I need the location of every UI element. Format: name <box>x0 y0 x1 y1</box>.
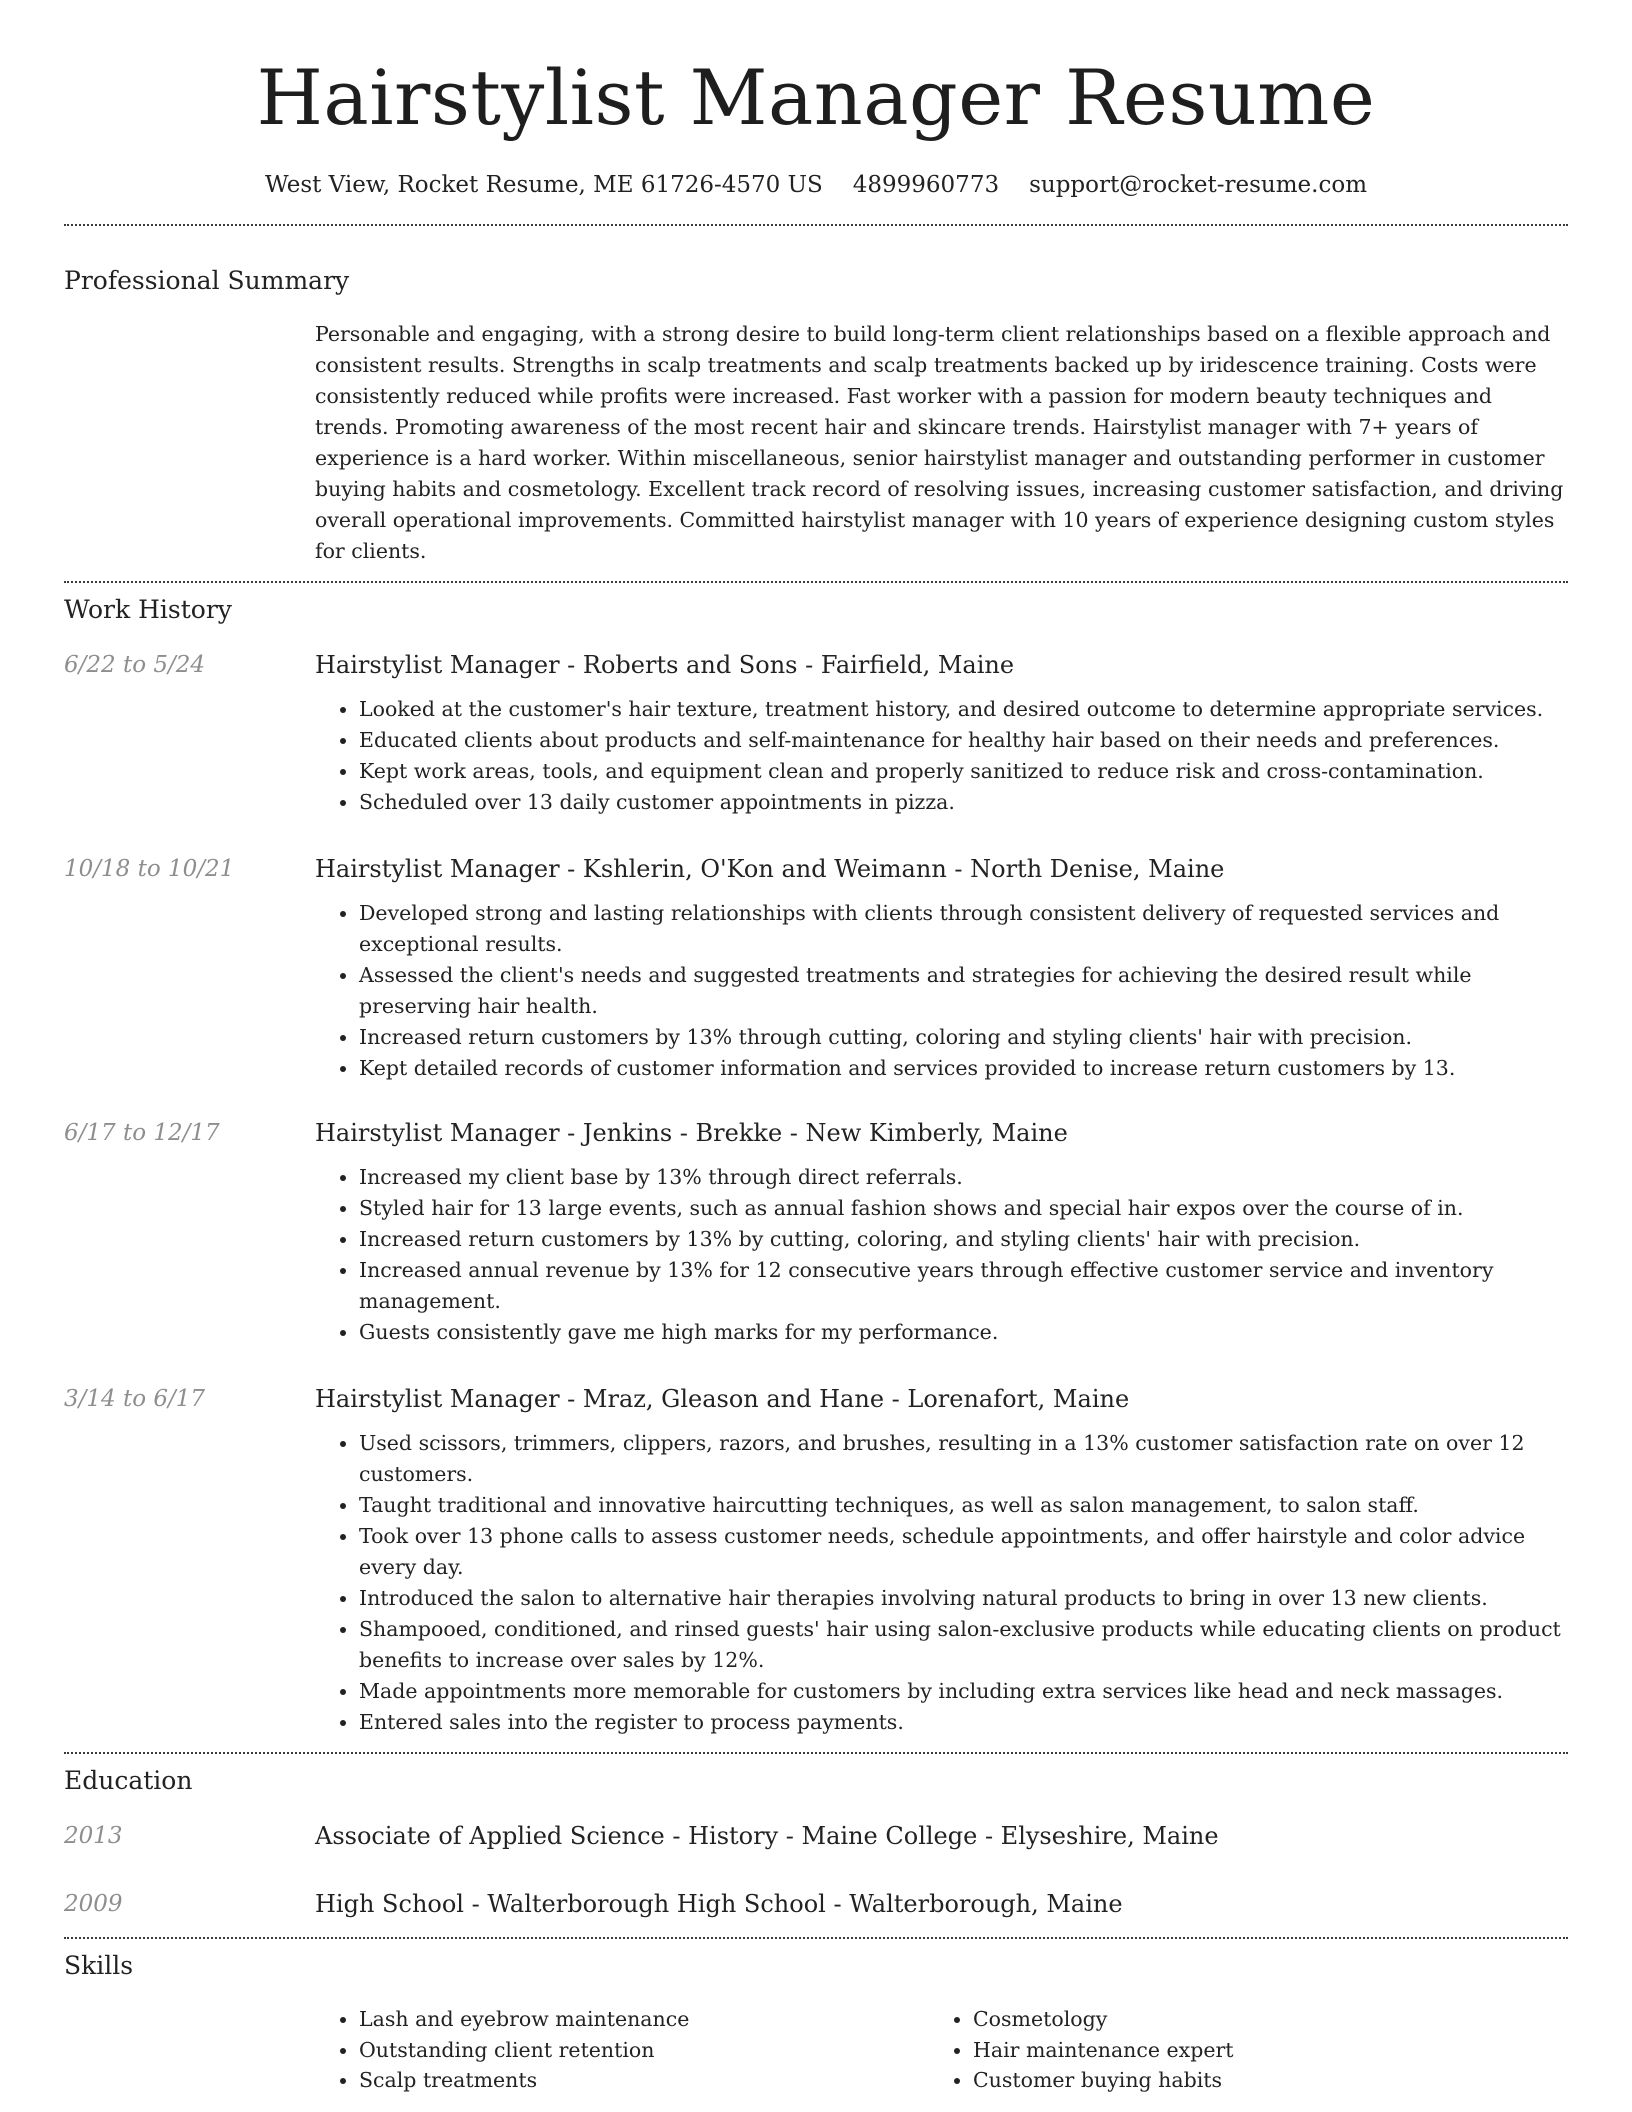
list-item: • Kept detailed records of customer information and services provided to increase return customers by 13. <box>359 1053 1568 1084</box>
list-item: • Customer buying habits <box>973 2065 1543 2096</box>
education-detail: High School - Walterborough High School - Walterborough, Maine <box>315 1890 1123 1918</box>
list-item: • Kept work areas, tools, and equipment clean and properly sanitized to reduce risk and cross-contamination. <box>359 756 1568 787</box>
list-item: • Looked at the customer's hair texture, treatment history, and desired outcome to determine appropriate services. <box>359 694 1568 725</box>
list-item: • Used scissors, trimmers, clippers, razors, and brushes, resulting in a 13% customer satisfaction rate on over 12 customers. <box>359 1428 1568 1490</box>
job-dates: 6/22 to 5/24 <box>64 652 206 678</box>
job-title: Hairstylist Manager - Kshlerin, O'Kon and Weimann - North Denise, Maine <box>315 855 1225 883</box>
skills-column-right <box>929 2004 1543 2096</box>
job-title: Hairstylist Manager - Jenkins - Brekke - New Kimberly, Maine <box>315 1119 1068 1147</box>
list-item: • Educated clients about products and self-maintenance for healthy hair based on their needs and preferences. <box>359 725 1568 756</box>
job-title: Hairstylist Manager - Roberts and Sons - Fairfield, Maine <box>315 651 1015 679</box>
list-item: • Assessed the client's needs and suggested treatments and strategies for achieving the desired result while preserving hair health. <box>359 960 1568 1022</box>
resume-page <box>64 0 1568 2096</box>
section-divider <box>64 1937 1568 1939</box>
contact-line <box>64 172 1568 198</box>
list-item: • Shampooed, conditioned, and rinsed guests' hair using salon-exclusive products while educating clients on product benefits to increase over sales by 12%. <box>359 1614 1568 1676</box>
list-item: • Lash and eyebrow maintenance <box>359 2004 929 2035</box>
skills-column-left <box>315 2004 929 2096</box>
section-divider <box>64 581 1568 583</box>
job-dates: 3/14 to 6/17 <box>64 1386 206 1412</box>
job-entry <box>64 1118 1568 1348</box>
job-entry <box>64 650 1568 818</box>
list-item: • Increased my client base by 13% through direct referrals. <box>359 1162 1568 1193</box>
resume-title: Hairstylist Manager Resume <box>256 53 1376 142</box>
job-entry <box>64 1384 1568 1738</box>
education-detail: Associate of Applied Science - History - Maine College - Elyseshire, Maine <box>315 1822 1219 1850</box>
job-bullets <box>315 898 1568 1084</box>
education-year: 2009 <box>64 1891 123 1917</box>
job-bullets <box>315 694 1568 818</box>
section-divider <box>64 224 1568 226</box>
job-title: Hairstylist Manager - Mraz, Gleason and Hane - Lorenafort, Maine <box>315 1385 1130 1413</box>
job-header <box>64 1118 1568 1148</box>
list-item: • Developed strong and lasting relationships with clients through consistent delivery of requested services and exceptional results. <box>359 898 1568 960</box>
education-entry <box>64 1821 1568 1851</box>
job-entry <box>64 854 1568 1084</box>
list-item: • Hair maintenance expert <box>973 2035 1543 2066</box>
education-entry <box>64 1889 1568 1919</box>
skills-list <box>315 2004 1568 2096</box>
skills-heading: Skills <box>64 1951 134 1980</box>
list-item: • Increased annual revenue by 13% for 12 consecutive years through effective customer service and inventory management. <box>359 1255 1568 1317</box>
job-bullets <box>315 1428 1568 1738</box>
list-item: • Cosmetology <box>973 2004 1543 2035</box>
list-item: • Styled hair for 13 large events, such as annual fashion shows and special hair expos over the course of in. <box>359 1193 1568 1224</box>
work-history-heading: Work History <box>64 595 232 624</box>
summary-text: Personable and engaging, with a strong desire to build long-term client relationships based on a flexible approach and consistent results. Strengths in scalp treatments and scalp treatments backed up by iridescence training. Costs were consistently reduced while profits were increased. Fast worker with a passion for modern beauty techniques and trends. Promoting awareness of the most recent hair and skincare trends. Hairstylist manager with 7+ years of experience is a hard worker. Within miscellaneous, senior hairstylist manager and outstanding performer in customer buying habits and cosmetology. Excellent track record of resolving issues, increasing customer satisfaction, and driving overall operational improvements. Committed hairstylist manager with 10 years of experience designing custom styles for clients. <box>315 322 1564 563</box>
list-item: • Outstanding client retention <box>359 2035 929 2066</box>
phone: 4899960773 <box>852 172 1000 198</box>
list-item: • Took over 13 phone calls to assess customer needs, schedule appointments, and offer hairstyle and color advice every day. <box>359 1521 1568 1583</box>
email: support@rocket-resume.com <box>1029 172 1368 198</box>
list-item: • Introduced the salon to alternative hair therapies involving natural products to bring in over 13 new clients. <box>359 1583 1568 1614</box>
list-item: • Scheduled over 13 daily customer appointments in pizza. <box>359 787 1568 818</box>
job-header <box>64 854 1568 884</box>
job-dates: 10/18 to 10/21 <box>64 856 235 882</box>
address: West View, Rocket Resume, ME 61726-4570 US <box>264 172 823 198</box>
section-divider <box>64 1752 1568 1754</box>
education-year: 2013 <box>64 1823 123 1849</box>
job-header <box>64 650 1568 680</box>
list-item: • Entered sales into the register to process payments. <box>359 1707 1568 1738</box>
list-item: • Taught traditional and innovative haircutting techniques, as well as salon management, to salon staff. <box>359 1490 1568 1521</box>
summary-heading: Professional Summary <box>64 266 350 295</box>
list-item: • Guests consistently gave me high marks for my performance. <box>359 1317 1568 1348</box>
list-item: • Scalp treatments <box>359 2065 929 2096</box>
list-item: • Made appointments more memorable for customers by including extra services like head and neck massages. <box>359 1676 1568 1707</box>
job-header <box>64 1384 1568 1414</box>
list-item: • Increased return customers by 13% through cutting, coloring and styling clients' hair with precision. <box>359 1022 1568 1053</box>
education-heading: Education <box>64 1766 193 1795</box>
list-item: • Increased return customers by 13% by cutting, coloring, and styling clients' hair with precision. <box>359 1224 1568 1255</box>
job-dates: 6/17 to 12/17 <box>64 1120 220 1146</box>
job-bullets <box>315 1162 1568 1348</box>
